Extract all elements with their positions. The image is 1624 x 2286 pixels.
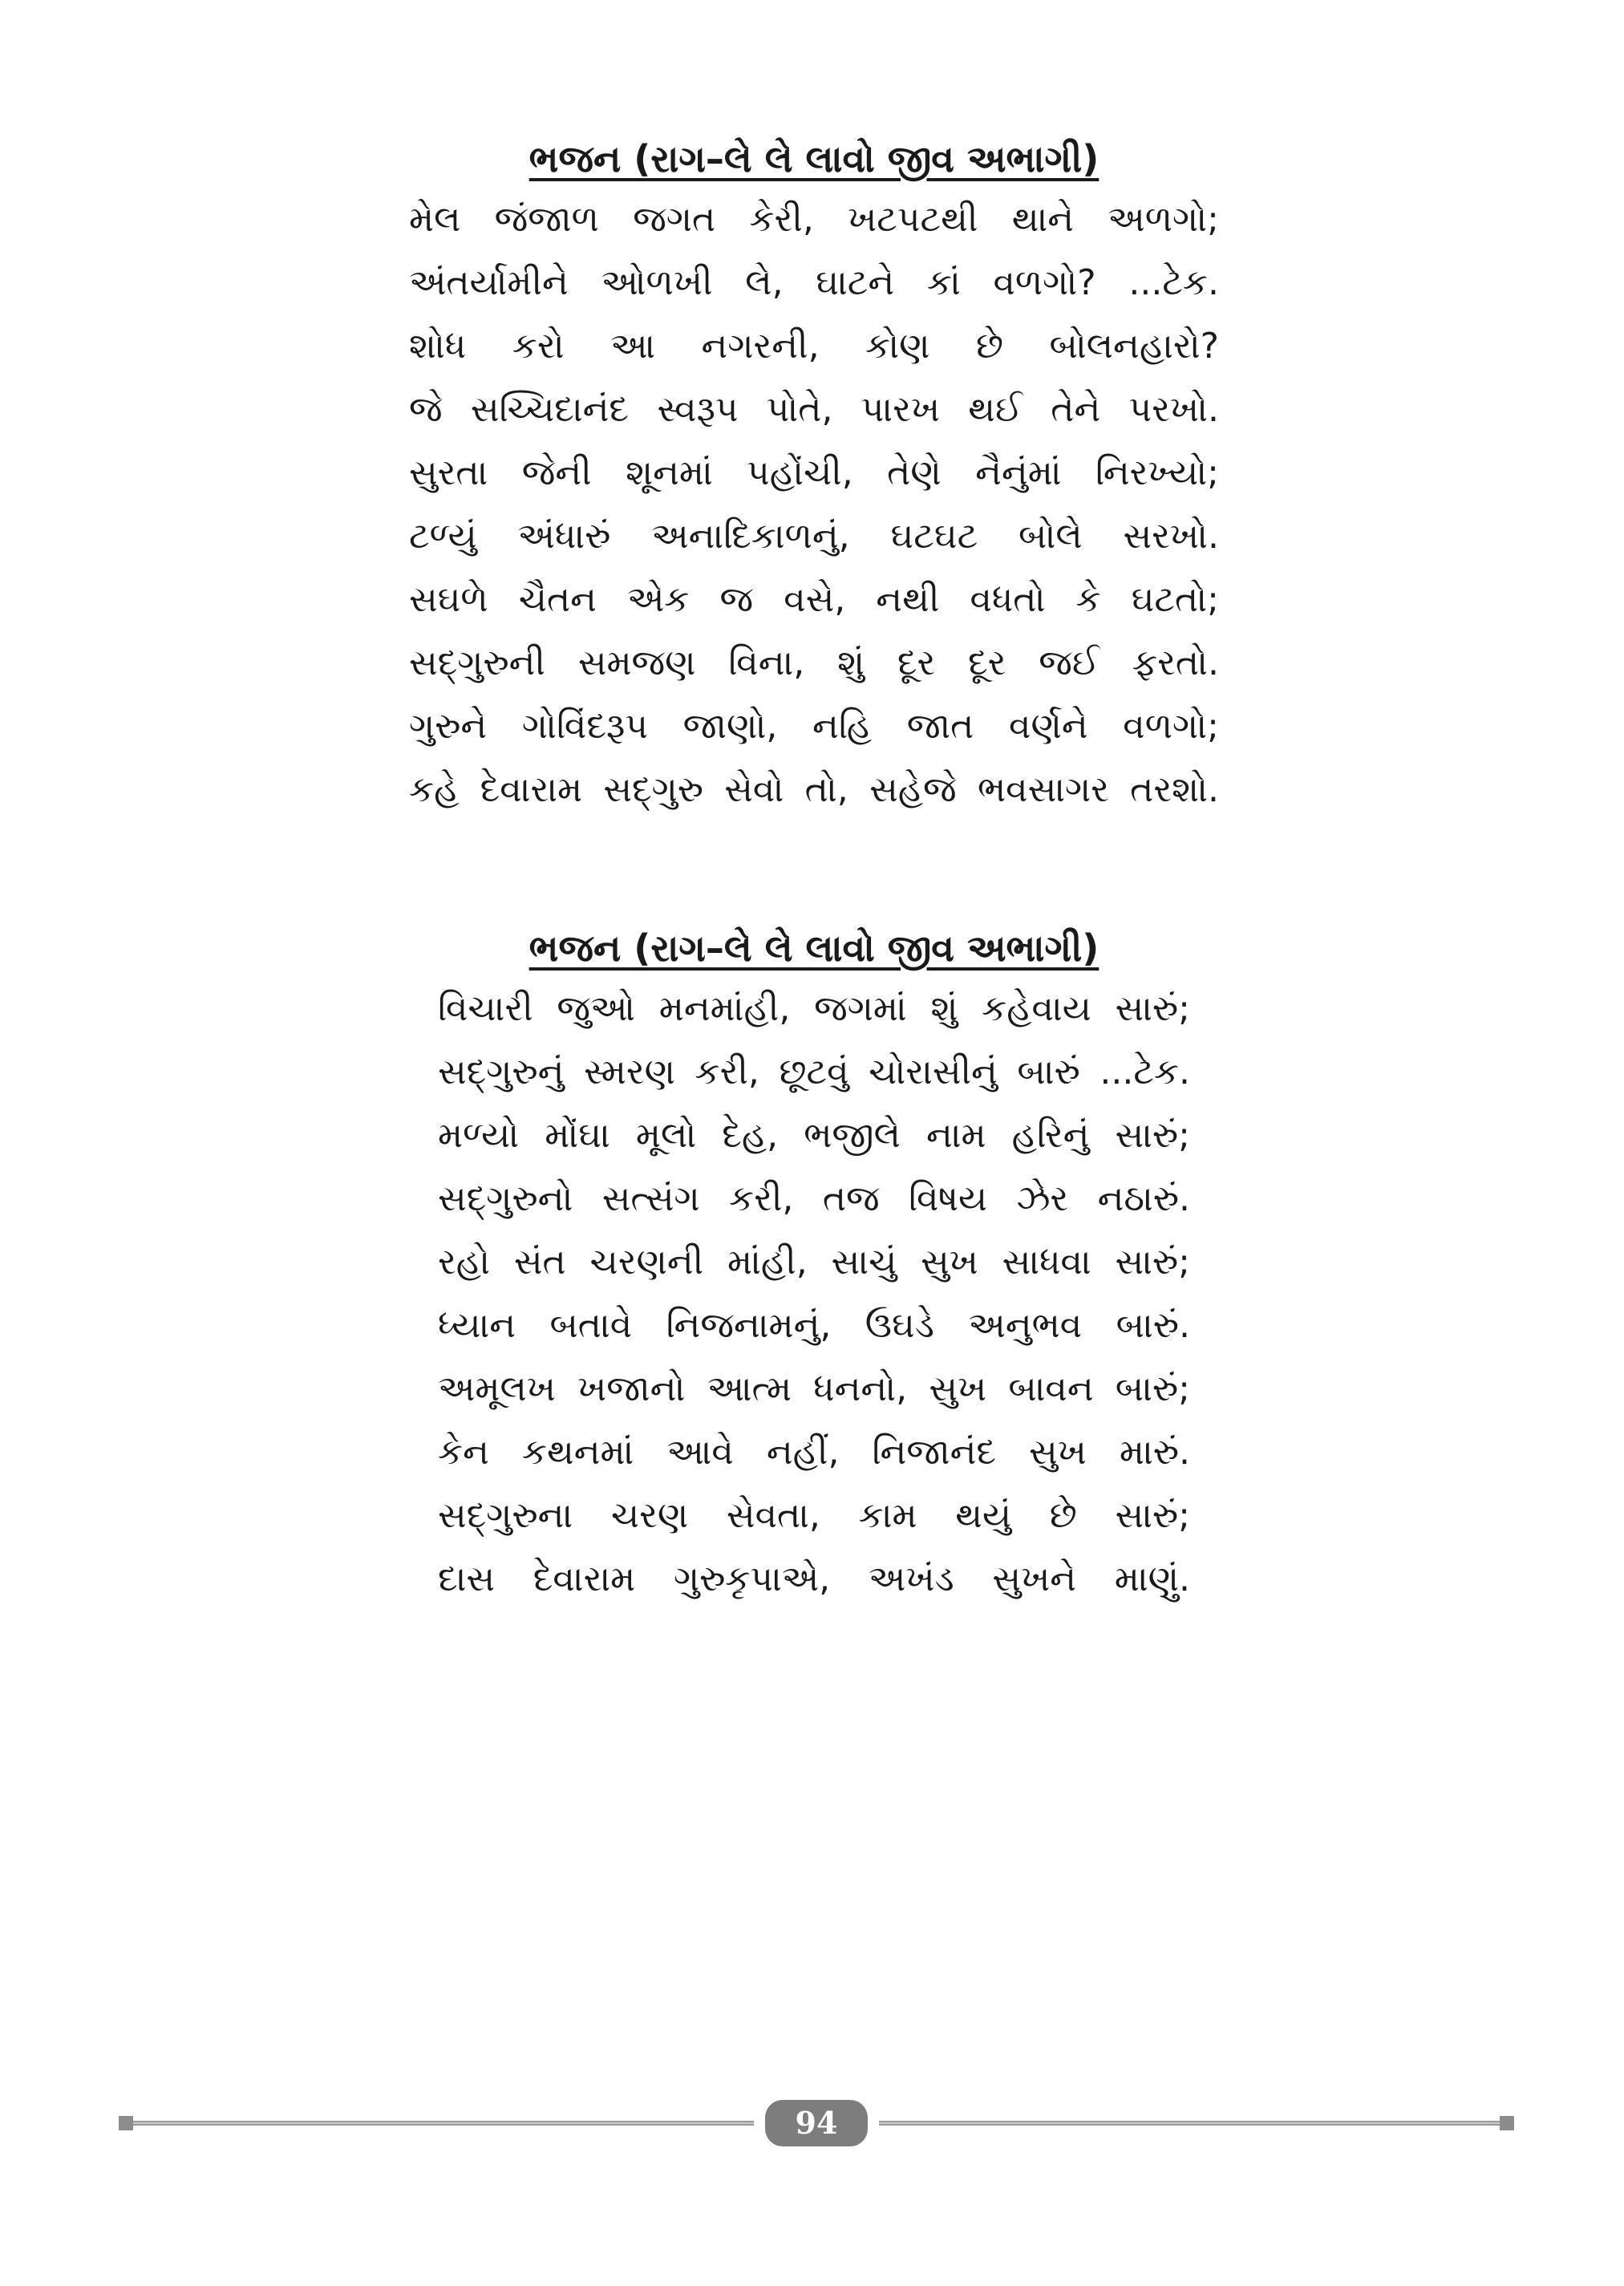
verse-line: સદ્‌ગુરુનો સત્સંગ કરી, તજ વિષય ઝેર નઠારું. — [438, 1178, 1190, 1219]
verse-line: દાસ દેવારામ ગુરુકૃપાએ, અખંડ સુખને માણું. — [438, 1558, 1190, 1599]
verse-line: ટળ્યું અંધારું અનાદિકાળનું, ઘટઘટ બોલે સરખો. — [409, 516, 1219, 557]
verse-line: સદ્‌ગુરુની સમજણ વિના, શું દૂર દૂર જઈ ફરતો. — [409, 642, 1219, 683]
verse-line: અમૂલખ ખજાનો આત્મ ધનનો, સુખ બાવન બારું; — [438, 1368, 1190, 1409]
verse-line: અંતર્યામીને ઓળખી લે, ઘાટને કાં વળગો? ...ટેક. — [409, 262, 1219, 303]
verse-line: ધ્યાન બતાવે નિજનામનું, ઉઘડે અનુભવ બારું. — [438, 1305, 1190, 1346]
verse-line: સુરતા જેની શૂનમાં પહોંચી, તેણે નૈનુંમાં નિરખ્યો; — [409, 452, 1219, 493]
bhajan-title-text: ભજન (રાગ–લે લે લાવો જીવ અભાગી) — [529, 137, 1100, 180]
bhajan-title-text: ભજન (રાગ–લે લે લાવો જીવ અભાગી) — [529, 926, 1100, 970]
verse-list — [409, 977, 1219, 1611]
verse-line: મળ્યો મોંઘા મૂલો દેહ, ભજીલે નામ હરિનું સારું; — [438, 1115, 1190, 1156]
verse-line: સદ્‌ગુરુના ચરણ સેવતા, કામ થયું છે સારું; — [438, 1495, 1190, 1536]
footer-rule-left — [119, 2121, 754, 2126]
verse-list — [409, 188, 1219, 821]
verse-line: જે સચ્ચિદાનંદ સ્વરૂપ પોતે, પારખ થઈ તેને પરખો. — [409, 389, 1219, 430]
verse-line: વિચારી જુઓ મનમાંહી, જગમાં શું કહેવાય સારું; — [438, 988, 1190, 1029]
footer-rule-right — [879, 2121, 1514, 2126]
verse-line: કેન કથનમાં આવે નહીં, નિજાનંદ સુખ મારું. — [438, 1432, 1190, 1473]
verse-line: શોધ કરો આ નગરની, કોણ છે બોલનહારો? — [409, 326, 1219, 367]
bhajan-section-1 — [409, 130, 1219, 821]
verse-line: રહો સંત ચરણની માંહી, સાચું સુખ સાધવા સારું; — [438, 1242, 1190, 1283]
verse-line: સદ્‌ગુરુનું સ્મરણ કરી, છૂટવું ચોરાસીનું બારું ...ટેક. — [438, 1052, 1190, 1092]
footer-rule-cap-left — [119, 2116, 133, 2130]
footer-rule-cap-right — [1500, 2116, 1514, 2130]
bhajan-section-2 — [409, 919, 1219, 1611]
page-footer — [119, 2100, 1514, 2148]
verse-line: સઘળે ચૈતન એક જ વસે, નથી વધતો કે ઘટતો; — [409, 579, 1219, 620]
page-number-badge: 94 — [765, 2100, 868, 2146]
verse-line: ગુરુને ગોવિંદરૂપ જાણો, નહિ જાત વર્ણને વળગો; — [409, 706, 1219, 747]
verse-line: કહે દેવારામ સદ્‌ગુરુ સેવો તો, સહેજે ભવસાગર તરશો. — [409, 769, 1219, 810]
bhajan-title — [409, 130, 1219, 188]
verse-line: મેલ જંજાળ જગત કેરી, ખટપટથી થાને અળગો; — [409, 199, 1219, 240]
bhajan-title — [409, 919, 1219, 977]
